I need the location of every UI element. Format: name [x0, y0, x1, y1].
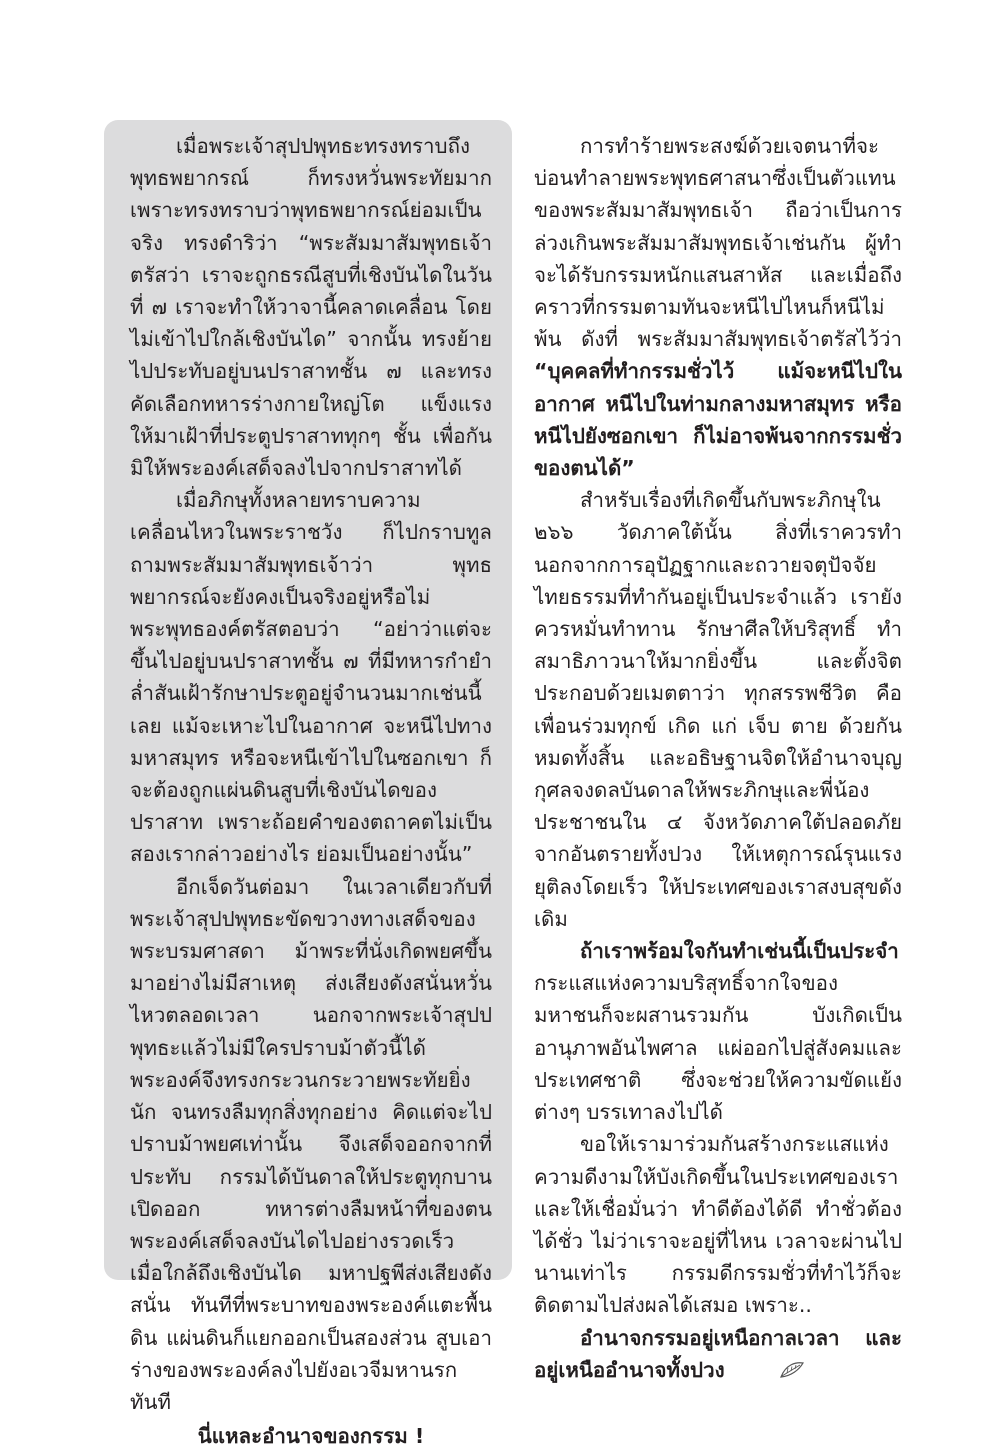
right-paragraph-4: ขอให้เรามาร่วมกันสร้างกระแสแห่งความดีงามให้บังเกิดขึ้นในประเทศของเราและให้เชื่อมั่นว่า ทำดีต้องได้ดี ทำชั่วต้องได้ชั่ว ไม่ว่าเราจะอยู่ที่ไหน เวลาจะผ่านไปนานเท่าไร กรรมดีกรรมชั่วที่ทำไว้ก็จะติดตามไปส่งผลได้เสมอ เพราะ.. — [534, 1132, 902, 1318]
right-paragraph-1-text: การทำร้ายพระสงฆ์ด้วยเจตนาที่จะบ่อนทำลายพระพุทธศาสนาซึ่งเป็นตัวแทนของพระสัมมาสัมพุทธเจ้า ถือว่าเป็นการล่วงเกินพระสัมมาสัมพุทธเจ้าเช่นกัน ผู้ทำจะได้รับกรรมหนักแสนสาหัส และเมื่อถึงคราวที่กรรมตามทันจะหนีไปไหนก็หนีไม่พ้น ดังที่ พระสัมมาสัมพุทธเจ้าตรัสไว้ว่า — [534, 134, 902, 352]
left-paragraph-2: เมื่อภิกษุทั้งหลายทราบความเคลื่อนไหวในพระราชวัง ก็ไปกราบทูลถามพระสัมมาสัมพุทธเจ้าว่า พุทธพยากรณ์จะยังคงเป็นจริงอยู่หรือไม่ พระพุทธองค์ตรัสตอบว่า “อย่าว่าแต่จะขึ้นไปอยู่บนปราสาทชั้น ๗ ที่มีทหารกำยำล่ำสันเฝ้ารักษาประตูอยู่จำนวนมากเช่นนี้เลย แม้จะเหาะไปในอากาศ จะหนีไปทางมหาสมุทร หรือจะหนีเข้าไปในซอกเขา ก็จะต้องถูกแผ่นดินสูบที่เชิงบันไดของปราสาท เพราะถ้อยคำของตถาคตไม่เป็นสองเรากล่าวอย่างไร ย่อมเป็นอย่างนั้น” — [130, 488, 492, 867]
left-column-panel — [104, 120, 512, 1449]
right-paragraph-3-bold: ถ้าเราพร้อมใจกันทำเช่นนี้เป็นประจำ — [580, 939, 899, 964]
right-paragraph-2: สำหรับเรื่องที่เกิดขึ้นกับพระภิกษุใน ๒๖๖ วัดภาคใต้นั้น สิ่งที่เราควรทำนอกจากการอุปัฏฐากและถวายจตุปัจจัยไทยธรรมที่ทำกันอยู่เป็นประจำแล้ว เรายังควรหมั่นทำทาน รักษาศีลให้บริสุทธิ์ ทำสมาธิภาวนาให้มากยิ่งขึ้น และตั้งจิตประกอบด้วยเมตตาว่า ทุกสรรพชีวิต คือ เพื่อนร่วมทุกข์ เกิด แก่ เจ็บ ตาย ด้วยกันหมดทั้งสิ้น และอธิษฐานจิตให้อำนาจบุญกุศลจงดลบันดาลให้พระภิกษุและพี่น้องประชาชนใน ๔ จังหวัดภาคใต้ปลอดภัยจากอันตรายทั้งปวง ให้เหตุการณ์รุนแรงยุติลงโดยเร็ว ให้ประเทศของเราสงบสุขดังเดิม — [534, 488, 902, 931]
leaf-icon — [733, 1357, 759, 1377]
left-paragraph-1: เมื่อพระเจ้าสุปปพุทธะทรงทราบถึงพุทธพยากรณ์ ก็ทรงหวั่นพระทัยมาก เพราะทรงทราบว่าพุทธพยากรณ์ย่อมเป็นจริง ทรงดำริว่า “พระสัมมาสัมพุทธเจ้าตรัสว่า เราจะถูกธรณีสูบที่เชิงบันไดในวันที่ ๗ เราจะทำให้วาจานี้คลาดเคลื่อน โดยไม่เข้าไปใกล้เชิงบันได” จากนั้น ทรงย้ายไปประทับอยู่บนปราสาทชั้น ๗ และทรงคัดเลือกทหารร่างกายใหญ่โต แข็งแรง ให้มาเฝ้าที่ประตูปราสาททุกๆ ชั้น เพื่อกันมิให้พระองค์เสด็จลงไปจากปราสาทได้ — [130, 134, 492, 481]
right-paragraph-1 — [534, 130, 902, 484]
right-closing-text: อำนาจกรรมอยู่เหนือกาลเวลา และอยู่เหนืออำนาจทั้งปวง — [534, 1325, 902, 1382]
right-column — [534, 130, 902, 1386]
buddha-quote: “บุคคลที่ทำกรรมชั่วไว้ แม้จะหนีไปในอากาศ หนีไปในท่ามกลางมหาสมุทร หรือหนีไปยังซอกเขา ก็ไม่อาจพ้นจากกรรมชั่วของตนได้” — [534, 359, 902, 481]
left-closing-line — [130, 1420, 492, 1452]
right-paragraph-3 — [534, 935, 902, 1128]
left-closing-text: นี่แหละอำนาจของกรรม ! — [197, 1424, 425, 1449]
left-paragraph-3: อีกเจ็ดวันต่อมา ในเวลาเดียวกับที่พระเจ้าสุปปพุทธะขัดขวางทางเสด็จของพระบรมศาสดา ม้าพระที่นั่งเกิดพยศขึ้นมาอย่างไม่มีสาเหตุ ส่งเสียงดังสนั่นหวั่นไหวตลอดเวลา นอกจากพระเจ้าสุปปพุทธะแล้วไม่มีใครปราบม้าตัวนี้ได้ พระองค์จึงทรงกระวนกระวายพระทัยยิ่งนัก จนทรงลืมทุกสิ่งทุกอย่าง คิดแต่จะไปปราบม้าพยศเท่านั้น จึงเสด็จออกจากที่ประทับ กรรมได้บันดาลให้ประตูทุกบานเปิดออก ทหารต่างลืมหน้าที่ของตน พระองค์เสด็จลงบันไดไปอย่างรวดเร็ว เมื่อใกล้ถึงเชิงบันได มหาปฐพีส่งเสียงดังสนั่น ทันทีที่พระบาทของพระองค์แตะพื้นดิน แผ่นดินก็แยกออกเป็นสองส่วน สูบเอาร่างของพระองค์ลงไปยังอเวจีมหานรกทันที — [130, 874, 492, 1414]
right-paragraph-5 — [534, 1322, 902, 1386]
right-paragraph-3-text: กระแสแห่งความบริสุทธิ์จากใจของมหาชนก็จะผสานรวมกัน บังเกิดเป็นอานุภาพอันไพศาล แผ่ออกไปสู่สังคมและประเทศชาติ ซึ่งจะช่วยให้ความขัดแย้งต่างๆ บรรเทาลงไปได้ — [534, 971, 902, 1125]
